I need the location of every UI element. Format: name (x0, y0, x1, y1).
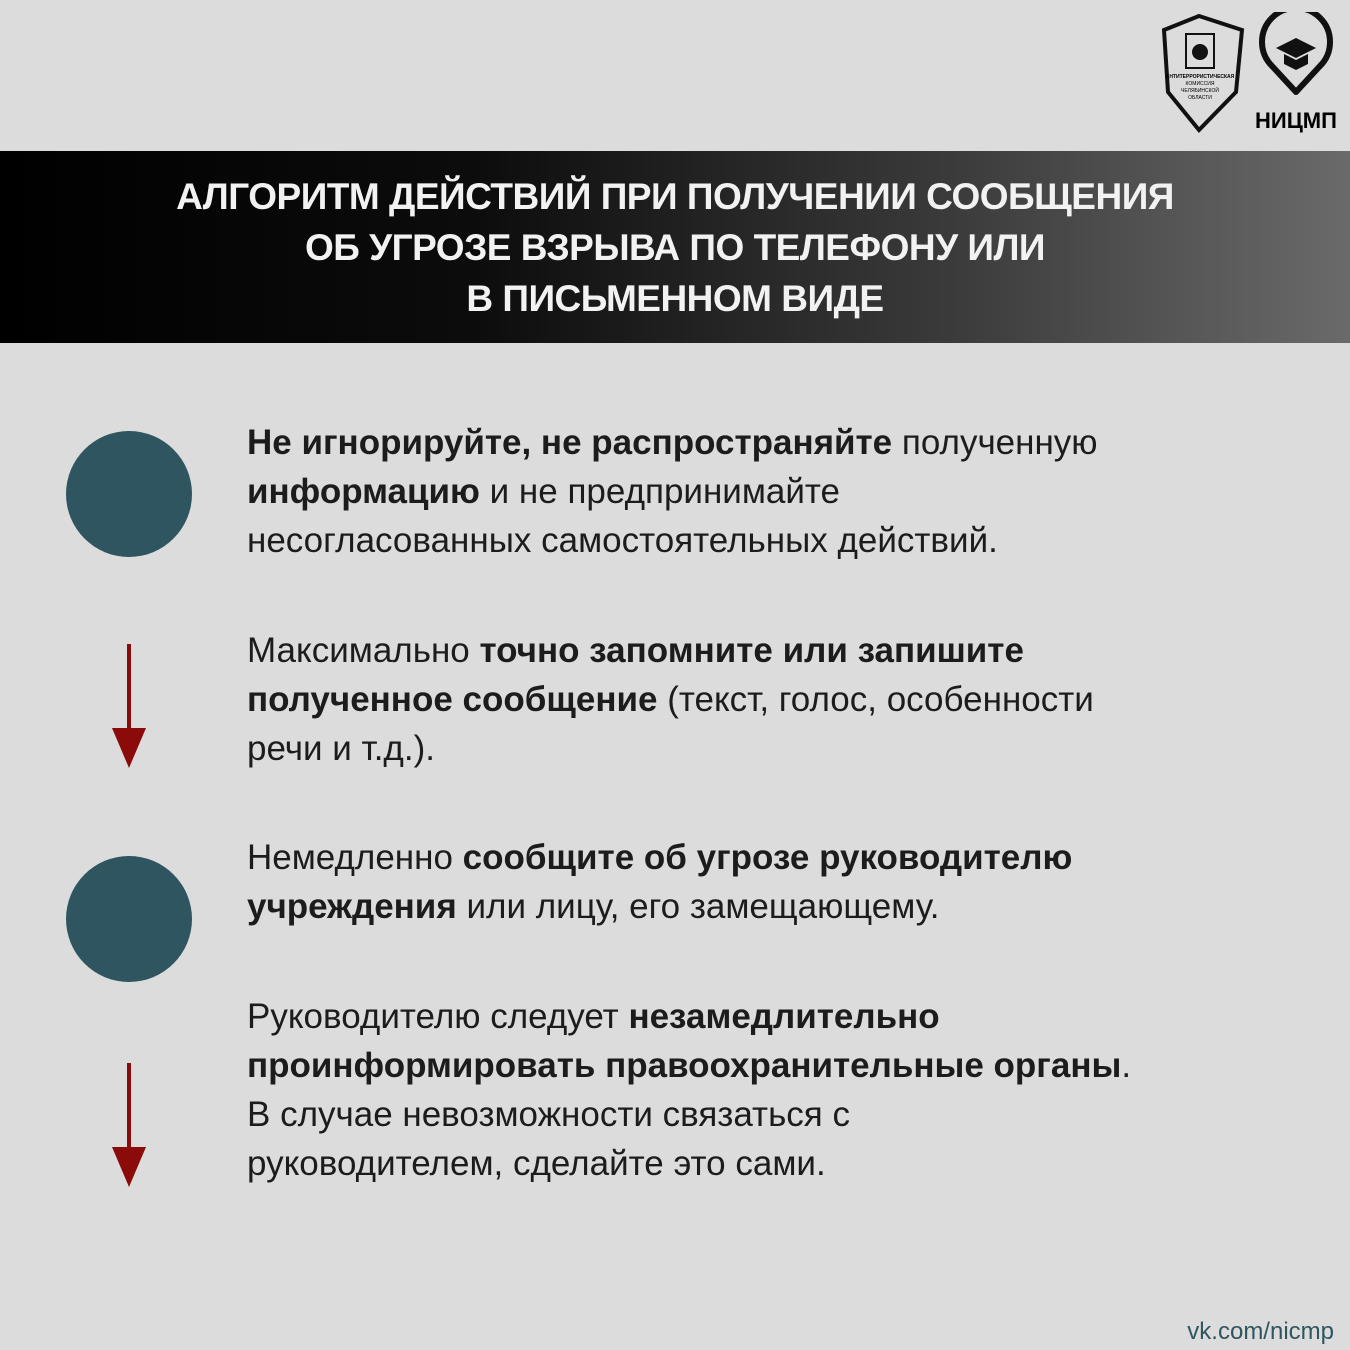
text: Максимально (247, 631, 480, 670)
svg-text:ЧЕЛЯБИНСКОЙ: ЧЕЛЯБИНСКОЙ (1181, 88, 1219, 94)
text: (текст, голос, особенности (657, 680, 1094, 719)
step-text (247, 992, 1131, 1188)
step-line (247, 1090, 1131, 1139)
title-line: ОБ УГРОЗЕ ВЗРЫВА ПО ТЕЛЕФОНУ ИЛИ (304, 226, 1046, 268)
bold-text: Не игнорируйте, не распространяйте (247, 423, 893, 462)
step-line (247, 516, 1098, 565)
bold-text: полученное сообщение (247, 680, 658, 719)
bold-text: точно запомните или запишите (479, 631, 1024, 670)
text: Руководителю следует (247, 997, 629, 1036)
bold-text: учреждения (247, 887, 457, 926)
step-line (247, 724, 1094, 773)
text: полученную (892, 423, 1098, 462)
arrow-down-icon (110, 1063, 148, 1194)
text: и не предпринимайте (479, 472, 841, 511)
step-text (247, 626, 1094, 773)
step-line (247, 626, 1094, 675)
title-banner (0, 151, 1350, 343)
text: Немедленно (247, 838, 463, 877)
text: несогласованных самостоятельных действий. (247, 521, 998, 560)
step-text (247, 418, 1098, 565)
bold-text: информацию (247, 472, 480, 511)
text: руководителем, сделайте это сами. (247, 1144, 826, 1183)
text: или лицу, его замещающему. (456, 887, 940, 926)
step-line (247, 882, 1072, 931)
commission-shield-logo (1154, 12, 1344, 134)
step-line (247, 467, 1098, 516)
text: В случае невозможности связаться с (247, 1095, 850, 1134)
step-line (247, 992, 1131, 1041)
step-line (247, 833, 1072, 882)
step-text (247, 833, 1072, 931)
step-circle-icon (66, 431, 192, 557)
bold-text: проинформировать правоохранительные органы (247, 1046, 1122, 1085)
nicmp-label: НИЦМП (1255, 108, 1337, 133)
step-line (247, 1139, 1131, 1188)
text: речи и т.д.). (247, 729, 435, 768)
logos (1154, 12, 1344, 134)
arrow-down-icon (110, 644, 148, 775)
text: . (1121, 1046, 1132, 1085)
nicmp-location-cap-icon (1262, 12, 1330, 92)
svg-text:ОБЛАСТИ: ОБЛАСТИ (1188, 95, 1212, 101)
svg-text:КОМИССИЯ: КОМИССИЯ (1185, 81, 1215, 87)
step-line (247, 1041, 1131, 1090)
title-line: В ПИСЬМЕННОМ ВИДЕ (466, 277, 884, 319)
bold-text: сообщите об угрозе руководителю (462, 838, 1073, 877)
bold-text: незамедлительно (628, 997, 940, 1036)
title-line: АЛГОРИТМ ДЕЙСТВИЙ ПРИ ПОЛУЧЕНИИ СООБЩЕНИЯ (176, 175, 1174, 217)
step-circle-icon (66, 856, 192, 982)
step-line (247, 675, 1094, 724)
svg-text:АНТИТЕРРОРИСТИЧЕСКАЯ: АНТИТЕРРОРИСТИЧЕСКАЯ (1165, 74, 1235, 80)
footer-link[interactable]: vk.com/nicmp (1187, 1318, 1334, 1345)
page-title (176, 171, 1174, 324)
step-line (247, 418, 1098, 467)
